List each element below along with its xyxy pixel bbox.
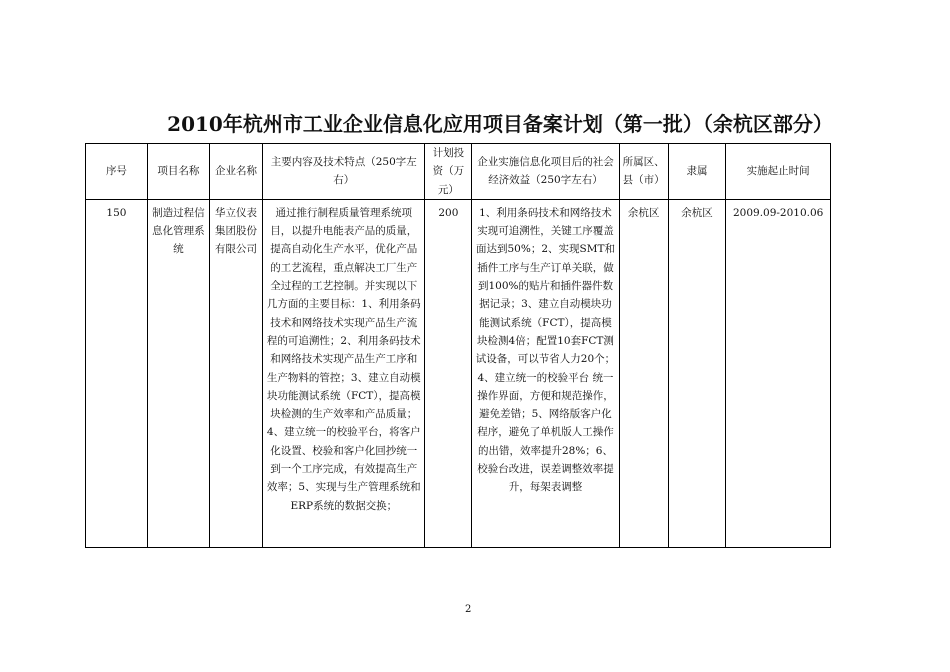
document-title: 2010年杭州市工业企业信息化应用项目备案计划（第一批）（余杭区部分）	[167, 112, 833, 136]
header-seq: 序号	[86, 144, 148, 200]
header-department: 隶属	[668, 144, 726, 200]
cell-seq: 150	[86, 199, 148, 547]
cell-department: 余杭区	[668, 199, 726, 547]
project-table	[85, 143, 831, 548]
header-benefit: 企业实施信息化项目后的社会经济效益（250字左右）	[472, 144, 619, 200]
header-investment: 计划投资（万元）	[425, 144, 472, 200]
cell-area: 余杭区	[619, 199, 668, 547]
cell-company: 华立仪表集团股份有限公司	[209, 199, 262, 547]
cell-investment: 200	[425, 199, 472, 547]
table-header-row	[86, 144, 831, 200]
cell-main-content: 通过推行制程质量管理系统项目，以提升电能表产品的质量，提高自动化生产水平，优化产品的工艺流程，重点解决工厂生产全过程的工艺控制。并实现以下几方面的主要目标：1、利用条码技术和网络技术实现产品生产流程的可追溯性；2、利用条码技术和网络技术实现产品生产工序和生产物料的管控；3、建立自动模块功能测试系统（FCT），提高模块检测的生产效率和产品质量；4、建立统一的校验平台，将客户化设置、校验和客户化回抄统一到一个工序完成，有效提高生产效率；5、实现与生产管理系统和ERP系统的数据交换；	[263, 199, 425, 547]
header-project-name: 项目名称	[147, 144, 209, 200]
header-area: 所属区、县（市）	[619, 144, 668, 200]
header-period: 实施起止时间	[726, 144, 831, 200]
cell-project-name: 制造过程信息化管理系统	[147, 199, 209, 547]
page-number: 2	[465, 604, 472, 615]
cell-benefit: 1、利用条码技术和网络技术实现可追溯性，关键工序覆盖面达到50%；2、实现SMT和插件工序与生产订单关联，做到100%的贴片和插件器件数据记录；3、建立自动模块功能测试系统（FCT），提高模块检测4倍；配置10套FCT测试设备，可以节省人力20个；4、建立统一的校验平台 统一操作界面，方便和规范操作，避免差错；5、网络版客户化程序，避免了单机版人工操作的出错，效率提升28%；6、校验台改进，误差调整效率提升，每架表调整	[472, 199, 619, 547]
cell-period: 2009.09-2010.06	[726, 199, 831, 547]
header-main-content: 主要内容及技术特点（250字左右）	[263, 144, 425, 200]
header-company: 企业名称	[209, 144, 262, 200]
table-row	[86, 199, 831, 547]
